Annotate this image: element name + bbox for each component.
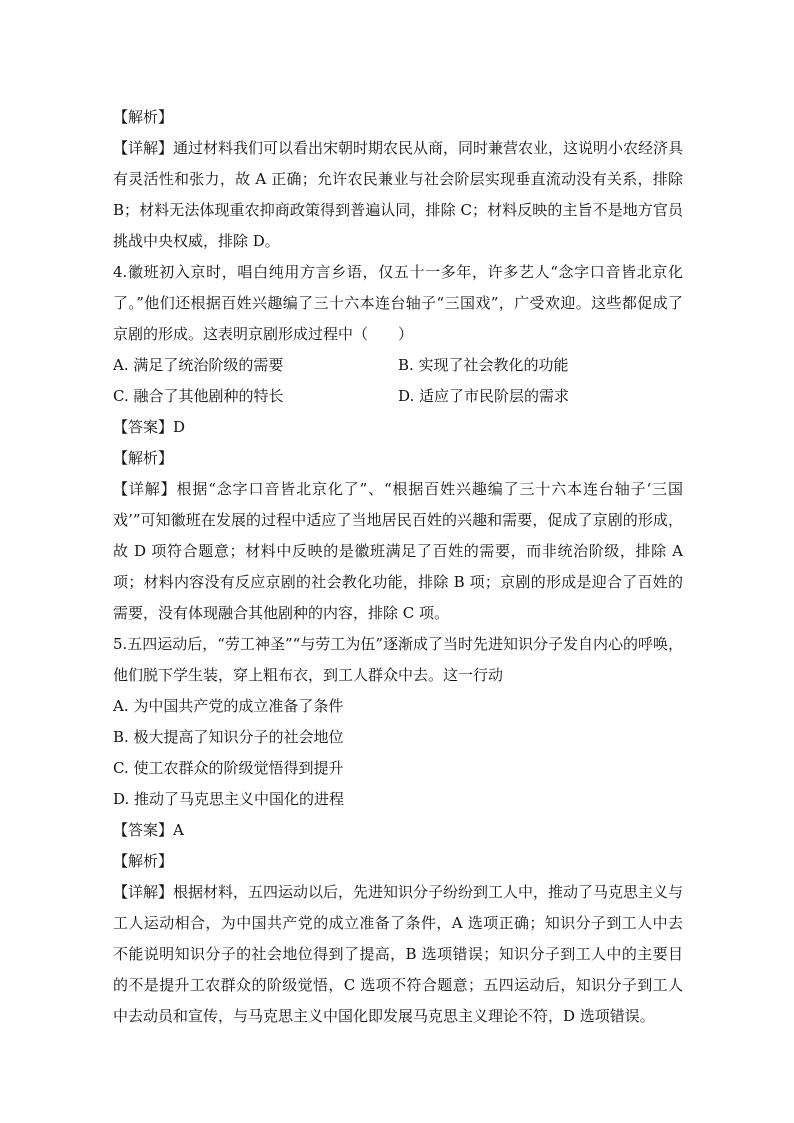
question-5: 5.五四运动后，“劳工神圣”“与劳工为伍”逐渐成了当时先进知识分子发自内心的呼唤，他们脱下学生装，穿上粗布衣，到工人群众中去。这一行动 <box>113 635 683 684</box>
document-body <box>113 102 683 1032</box>
q4-option-a: A. 满足了统治阶级的需要 <box>113 356 284 374</box>
question-4: 4.徽班初入京时，唱白纯用方言乡语，仅五十一多年，许多艺人“念字口音皆北京化了。”他们还根据百姓兴趣编了三十六本连台轴子“三国戏”，广受欢迎。这些都促成了京剧的形成。这表明京剧形成过程中（ ） <box>113 263 683 343</box>
q3-detail: 【详解】通过材料我们可以看出宋朝时期农民从商，同时兼营农业，这说明小农经济具有灵活性和张力，故 A 正确；允许农民兼业与社会阶层实现垂直流动没有关系，排除 B；材料无法体现重农抑商政策得到普遍认同，排除 C；材料反映的主旨不是地方官员挑战中央权威，排除 D。 <box>113 139 684 250</box>
q5-option-a: A. 为中国共产党的成立准备了条件 <box>113 697 344 715</box>
q4-option-b: B. 实现了社会教化的功能 <box>398 356 569 374</box>
q5-detail: 【详解】根据材料，五四运动以后，先进知识分子纷纷到工人中，推动了马克思主义与工人运动相合，为中国共产党的成立准备了条件，A 选项正确；知识分子到工人中去不能说明知识分子的社会地位得到了提高，B 选项错误；知识分子到工人中的主要目的不是提升工农群众的阶级觉悟，C 选项不符合题意；五四运动后，知识分子到工人中去动员和宣传，与马克思主义中国化即发展马克思主义理论不符，D 选项错误。 <box>113 883 684 1025</box>
q4-analysis-label: 【解析】 <box>113 449 174 467</box>
q4-options-row-2 <box>113 381 683 412</box>
q5-option-d: D. 推动了马克思主义中国化的进程 <box>113 790 345 808</box>
q5-option-b: B. 极大提高了知识分子的社会地位 <box>113 728 344 746</box>
q5-answer: 【答案】A <box>113 821 184 839</box>
q4-option-c: C. 融合了其他剧种的特长 <box>113 387 284 405</box>
q5-analysis-label: 【解析】 <box>113 852 174 870</box>
q4-options-row-1 <box>113 350 683 381</box>
q4-option-d: D. 适应了市民阶层的需求 <box>398 387 570 405</box>
q5-option-c: C. 使工农群众的阶级觉悟得到提升 <box>113 759 344 777</box>
analysis-label: 【解析】 <box>113 108 174 126</box>
q4-answer: 【答案】D <box>113 418 186 436</box>
q4-detail: 【详解】根据“念字口音皆北京化了”、“根据百姓兴趣编了三十六本连台轴子‘三国戏’”可知徽班在发展的过程中适应了当地居民百姓的兴趣和需要，促成了京剧的形成，故 D 项符合题意；材料中反映的是徽班满足了百姓的需要，而非统治阶级，排除 A 项；材料内容没有反应京剧的社会教化功能，排除 B 项；京剧的形成是迎合了百姓的需要，没有体现融合其他剧种的内容，排除 C 项。 <box>113 480 683 622</box>
